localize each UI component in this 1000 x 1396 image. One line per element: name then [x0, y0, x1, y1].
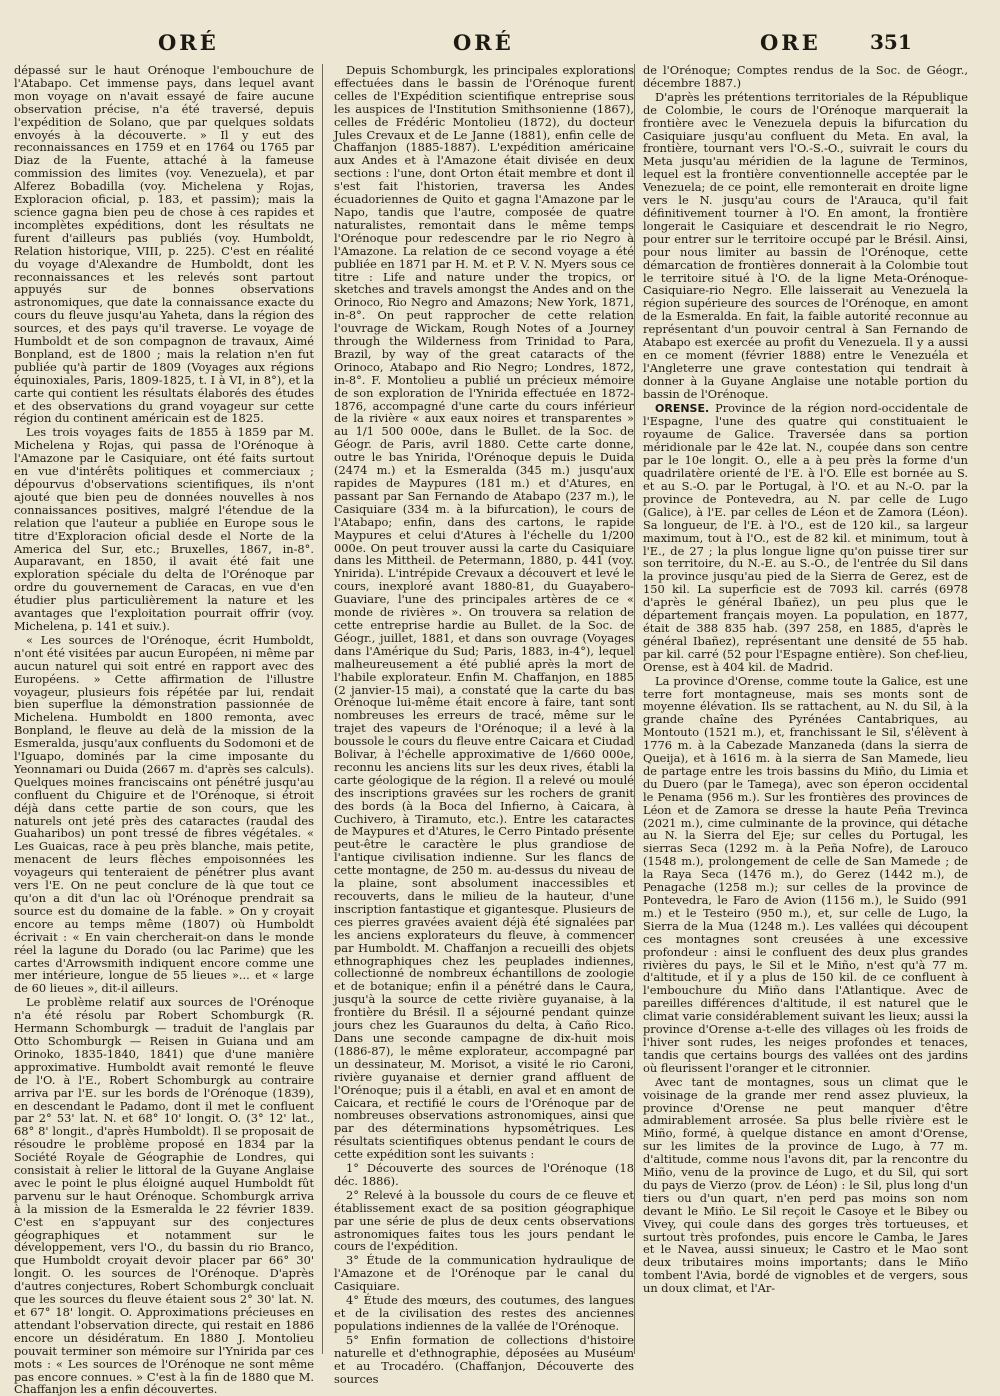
paragraph: de l'Orénoque; Comptes rendus de la Soc. de Géogr., décembre 1887.): [643, 63, 968, 90]
paragraph: 4° Étude des mœurs, des coutumes, des langues et de la civilisation des restes des anciennes populations indiennes de la vallée de l'Orénoque.: [334, 1293, 634, 1333]
header-left-word: ORÉ: [158, 30, 219, 55]
entry-orense: [643, 402, 968, 674]
paragraph: 2° Relevé à la boussole du cours de ce fleuve et établissement exact de sa position géographique par une série de plus de deux cents observations astronomiques faites tous les jours pendant le cours de l'expédition.: [334, 1187, 634, 1254]
paragraph: Le problème relatif aux sources de l'Orénoque n'a été résolu par Robert Schomburgk (R. Hermann Schomburgk — traduit de l'anglais par Otto Schomburgk — Reisen in Guiana und am Orinoko, 1835-1840, 1841) que d'une manière approximative. Humboldt avait remonté le fleuve de l'O. à l'E., Robert Schomburgk au contraire arriva par l'E. sur les bords de l'Orénoque (1839), en descendant le Padamo, dont il met le confluent par 2° 53' lat. N. et 68° 10' longit. O. (3° 12' lat., 68° 8' longit., d'après Humboldt). Il se proposait de résoudre le problème proposé en 1834 par la Société Royale de Géographie de Londres, qui consistait à relier le littoral de la Guyane Anglaise avec le point le plus éloigné auquel Humboldt fût parvenu sur le haut Orénoque. Schomburgk arriva à la mission de la Esmeralda le 22 février 1839. C'est en s'appuyant sur des conjectures géographiques et notamment sur le développement, vers l'O., du bassin du rio Branco, que Humboldt croyait devoir placer par 66° 30' longit. O. les sources de l'Orénoque. D'après d'autres conjectures, Robert Schomburgk concluait que les sources du fleuve étaient sous 2° 30' lat. N. et 67° 18' longit. O. Approximations précieuses en attendant l'observation directe, qui restait en 1886 encore un désidératum. En 1880 J. Montolieu pouvait terminer son mémoire sur l'Ynirida par ces mots : « Les sources de l'Orénoque ne sont même pas encore connues. » C'est à la fin de 1880 que M. Chaffanjon les a enfin découvertes.: [14, 995, 314, 1396]
entry-headword: ORENSE.: [655, 401, 710, 415]
text-column-left: [14, 63, 314, 1396]
paragraph: Avec tant de montagnes, sous un climat que le voisinage de la grande mer rend assez pluvieux, la province d'Orense ne peut manquer d'être admirablement arrosée. Sa plus belle rivière est le Miño, formé, à quelque distance en amont d'Orense, sur les limites de la province de Lugo, à 77 m. d'altitude, comme nous l'avons dit, par la rencontre du Miño, venu de la province de Lugo, et du Sil, qui sort du pays de Vierzo (prov. de Léon) : le Sil, plus long d'un tiers ou d'un quart, n'en perd pas moins son nom devant le Miño. Le Sil reçoit le Casoye et le Bibey ou Vivey, qui coule dans des gorges très tortueuses, et surtout très profondes, puis encore le Camba, le Jares et le Navea, aussi sinueux; le Castro et le Mao sont deux tributaires moins importants; dans le Miño tombent l'Avia, bordé de vignobles et de vergers, sous un doux climat, et l'Ar-: [643, 1074, 968, 1296]
header-right-word: ORE: [760, 30, 821, 55]
paragraph: 1° Découverte des sources de l'Orénoque (18 déc. 1886).: [334, 1161, 634, 1188]
paragraph: 3° Étude de la communication hydraulique de l'Amazone et de l'Orénoque par le canal du Casiquiare.: [334, 1253, 634, 1294]
text-column-middle: [334, 63, 634, 1386]
paragraph: dépassé sur le haut Orénoque l'embouchure de l'Atabapo. Cet immense pays, dans lequel avant mon voyage on n'avait essayé de faire aucune observation précise, n'a été traversé, depuis l'expédition de Solano, que par quelques soldats envoyés à la découverte. » Il y eut des reconnaissances en 1759 et en 1764 ou 1765 par Diaz de la Fuente, attaché à la fameuse commission des limites (voy. Venezuela), et par Alferez Bobadilla (voy. Michelena y Rojas, Exploracion oficial, p. 183, et passim); mais la science gagna bien peu de chose à ces rapides et incomplètes expéditions, dont les résultats ne furent d'ailleurs pas publiés (voy. Humboldt, Relation historique, VIII, p. 225). C'est en réalité du voyage d'Alexandre de Humboldt, dont les reconnaissances et les relevés sont partout appuyés sur de bonnes observations astronomiques, que date la connaissance exacte du cours du fleuve jusqu'au Yaheta, dans la région des sources, et des pays qu'il traverse. Le voyage de Humboldt et de son compagnon de travaux, Aimé Bonpland, est de 1800 ; mais la relation n'en fut publiée qu'à partir de 1809 (Voyages aux régions équinoxiales, Paris, 1809-1825, t. I à VI, in 8°), et la carte qui contient les résultats élaborés des études et des observations du grand voyageur sur cette région du continent américain est de 1825.: [14, 63, 314, 426]
paragraph: La province d'Orense, comme toute la Galice, est une terre fort montagneuse, mais ses monts sont de moyenne élévation. Ils se rattachent, au N. du Sil, à la grande chaîne des Pyrénées Cantabriques, au Montouto (1521 m.), et, franchissant le Sil, s'élèvent à 1776 m. à la Cabezade Manzaneda (dans la sierra de Queija), et à 1616 m. à la sierra de San Mamede, lieu de partage entre les trois bassins du Miño, du Limia et du Duero (par le Tamega), avec son éperon occidental le Penama (956 m.). Sur les frontières des provinces de Léon et de Zamora se dresse la haute Peña Trevinca (2021 m.), cime culminante de la province, qui détache au N. la Sierra del Eje; sur celles du Portugal, les sierras Seca (1292 m. à la Peña Nofre), de Larouco (1548 m.), prolongement de celle de San Mamede ; de la Raya Seca (1476 m.), do Gerez (1442 m.), de Penagache (1258 m.); sur celles de la province de Pontevedra, le Faro de Avion (1156 m.), le Suido (991 m.) et le Testeiro (950 m.), et, sur celle de Lugo, la Sierra de la Mua (1248 m.). Les vallées qui découpent ces montagnes sont creusées à une excessive profondeur : ainsi le confluent des deux plus grandes rivières du pays, le Sil et le Miño, n'est qu'à 77 m. d'altitude, et il y a plus de 150 kil. de ce confluent à l'embouchure du Miño dans l'Atlantique. Avec de pareilles différences d'altitude, il est naturel que le climat varie considérablement suivant les lieux; aussi la province d'Orense a-t-elle des villages où les froids de l'hiver sont rudes, les neiges profondes et tenaces, tandis que certains bourgs des vallées ont des jardins où fleurissent l'oranger et le citronnier.: [643, 673, 968, 1075]
paragraph: 5° Enfin formation de collections d'histoire naturelle et d'ethnographie, déposées au Muséum et au Trocadéro. (Chaffanjon, Découverte des sources: [334, 1332, 634, 1386]
header-center-word: ORÉ: [453, 30, 514, 55]
entry-text: Province de la région nord-occidentale de l'Espagne, l'une des quatre qui constituaient le royaume de Galice. Traversée dans sa portion méridionale par le 42e lat. N., coupée dans son centre par le 10e longit. O., elle a à peu près la forme d'un quadrilatère orienté de l'E. à l'O. Elle est bornée au S. et au S.-O. par le Portugal, à l'O. et au N.-O. par la province de Pontevedra, au N. par celle de Lugo (Galice), à l'E. par celles de Léon et de Zamora (Léon). Sa longueur, de l'E. à l'O., est de 120 kil., sa largeur maximum, tout à l'O., est de 82 kil. et minimum, tout à l'E., de 27 ; la plus longue ligne qu'on puisse tirer sur son territoire, du N.-E. au S.-O., de l'entrée du Sil dans la province jusqu'au pied de la Sierra de Gerez, est de 150 kil. La superficie est de 7093 kil. carrés (6978 d'après le général Ibañez), un peu plus que le département français moyen. La population, en 1877, était de 388 835 hab. (397 258, en 1885, d'après le général Ibañez), représentant une densité de 55 hab. par kil. carré (52 pour l'Espagne entière). Son chef-lieu, Orense, est à 404 kil. de Madrid.: [643, 400, 968, 674]
paragraph: Les trois voyages faits de 1855 à 1859 par M. Michelena y Rojas, qui passa de l'Orénoque à l'Amazone par le Casiquiare, ont été faits surtout en vue d'intérêts politiques et commerciaux ; dépourvus d'observations scientifiques, ils n'ont ajouté que bien peu de données nouvelles à nos connaissances positives, malgré l'étendue de la relation que l'auteur a publiée en Europe sous le titre d'Exploracion oficial desde el Norte de la America del Sur, etc.; Bruxelles, 1867, in-8°. Auparavant, en 1850, il avait été fait une exploration spéciale du delta de l'Orénoque par ordre du gouvernement de Caracas, en vue d'en étudier plus particulièrement la nature et les avantages que l'exploitation pourrait offrir (voy. Michelena, p. 141 et suiv.).: [14, 425, 314, 633]
column-divider: [634, 64, 635, 1354]
page-number: 351: [870, 30, 912, 54]
paragraph: « Les sources de l'Orénoque, écrit Humboldt, n'ont été visitées par aucun Européen, ni même par aucun naturel qui soit entré en rapport avec des Européens. » Cette affirmation de l'illustre voyageur, plusieurs fois répétée par lui, rendait bien superflue la démonstration passionnée de Michelena. Humboldt en 1800 remonta, avec Bonpland, le fleuve au delà de la mission de la Esmeralda, jusqu'aux confluents du Sodomoni et de l'Iguapo, dominés par la cime imposante du Yeonnamari ou Duida (2667 m. d'après ses calculs). Quelques moines franciscains ont pénétré jusqu'au confluent du Chiguire et de l'Orénoque, si étroit déjà dans cette partie de son cours, que les naturels ont jeté près des cataractes (raudal des Guaharibos) un pont tressé de fibres végétales. « Les Guaicas, race à peu près blanche, mais petite, menacent de leurs flèches empoisonnées les voyageurs qui tenteraient de pénétrer plus avant vers l'E. On ne peut conclure de là que tout ce qu'on a dit d'un lac où l'Orénoque prendrait sa source est du domaine de la fable. » On y croyait encore au temps même (1807) où Humboldt écrivait : « En vain chercherait-on dans le monde réel la lagune du Dorado (ou lac Parime) que les cartes d'Arrowsmith indiquent encore comme une mer intérieure, longue de 55 lieues »... et « large de 60 lieues », dit-il ailleurs.: [14, 632, 314, 996]
paragraph: D'après les prétentions territoriales de la République de Colombie, le cours de l'Orénoque marquerait la frontière avec le Venezuela depuis la bifurcation du Casiquiare jusqu'au confluent du Meta. En aval, la frontière, tournant vers l'O.-S.-O., suivrait le cours du Meta jusqu'au méridien de la lagune de Terminos, lequel est la frontière conventionnelle acceptée par le Venezuela; de ce point, elle remonterait en droite ligne vers le N. jusqu'au cours de l'Arauca, qu'il fait définitivement tourner à l'O. En amont, la frontière longerait le Casiquiare et descendrait le rio Negro, pour entrer sur le territoire occupé par le Brésil. Ainsi, pour nous limiter au bassin de l'Orénoque, cette démarcation de frontières donnerait à la Colombie tout le territoire situé à l'O. de la ligne Meta-Orénoque-Casiquiare-rio Negro. Elle laisserait au Venezuela la région supérieure des sources de l'Orénoque, en amont de la Esmeralda. En fait, la faible autorité reconnue au représentant d'un pouvoir central à San Fernando de Atabapo est exercée au profit du Venezuela. Il y a aussi en ce moment (février 1888) entre le Venezuéla et l'Angleterre une grave contestation qui tendrait à donner à la Guyane Anglaise une notable portion du bassin de l'Orénoque.: [643, 89, 968, 401]
paragraph: Depuis Schomburgk, les principales explorations effectuées dans le bassin de l'Orénoque furent celles de l'Expédition scientifique entreprise sous les auspices de l'Institution Smithsonienne (1867), celles de Frédéric Montolieu (1872), du docteur Jules Crevaux et de Le Janne (1881), enfin celle de Chaffanjon (1885-1887). L'expédition américaine aux Andes et à l'Amazone était divisée en deux sections : l'une, dont Orton était membre et dont il s'est fait l'historien, traversa les Andes écuadoriennes de Quito et gagna l'Amazone par le Napo, tandis que l'autre, composée de quatre naturalistes, remontait dans le même temps l'Orénoque pour redescendre par le rio Negro à l'Amazone. La relation de ce second voyage a été publiée en 1871 par H. M. et P. V. N. Myers sous ce titre : Life and nature under the tropics, or sketches and travels amongst the Andes and on the Orinoco, Rio Negro and Amazons; New York, 1871, in-8°. On peut rapprocher de cette relation l'ouvrage de Wickam, Rough Notes of a Journey through the Wilderness from Trinidad to Para, Brazil, by way of the great cataracts of the Orinoco, Atabapo and Rio Negro; Londres, 1872, in-8°. F. Montolieu a publié un précieux mémoire de son exploration de l'Ynirida effectuée en 1872-1876, accompagné d'une carte du cours inférieur de la rivière « aux eaux noires et transparentes » au 1/1 500 000e, dans le Bullet. de la Soc. de Géogr. de Paris, avril 1880. Cette carte donne, outre le bas Ynirida, l'Orénoque depuis le Duida (2474 m.) et la Esmeralda (345 m.) jusqu'aux rapides de Maypures (181 m.) et d'Atures, en passant par San Fernando de Atabapo (237 m.), le Casiquiare (334 m. à la bifurcation), le cours de l'Atabapo; enfin, dans des cartons, le rapide Maypures et celui d'Atures à l'échelle du 1/200 000e. On peut trouver aussi la carte du Casiquiare dans les Mittheil. de Petermann, 1880, p. 441 (voy. Ynirida). L'intrépide Crevaux a découvert et levé le cours, inexploré avant 1880-81, du Guayabero-Guaviare, l'une des principales artères de ce « monde de rivières ». On trouvera sa relation de cette entreprise hardie au Bullet. de la Soc. de Géogr., juillet, 1881, et dans son ouvrage (Voyages dans l'Amérique du Sud; Paris, 1883, in-4°), lequel malheureusement a été publié après la mort de l'habile explorateur. Enfin M. Chaffanjon, en 1885 (2 janvier-15 mai), a constaté que la carte du bas Orénoque lui-même était encore à faire, tant sont nombreuses les erreurs de tracé, même sur le trajet des vapeurs de l'Orénoque; il a levé à la boussole le cours du fleuve entre Caicara et Ciudad Bolivar, à l'échelle approximative de 1/660 000e, reconnu les anciens lits sur les deux rives, établi la carte géologique de la région. Il a relevé ou moulé des inscriptions gravées sur les rochers de granit des bords (à la Boca del Infierno, à Caicara, à Cuchivero, à Tiramuto, etc.). Entre les cataractes de Maypures et d'Atures, le Cerro Pintado présente peut-être le caractère le plus grandiose de l'antique civilisation indienne. Sur les flancs de cette montagne, de 250 m. au-dessus du niveau de la plaine, sont absolument inaccessibles et recouverts, dans le milieu de la hauteur, d'une inscription fantastique et gigantesque. Plusieurs de ces pierres gravées avaient déjà été signalées par les anciens explorateurs du fleuve, à commencer par Humboldt. M. Chaffanjon a recueilli des objets ethnographiques chez les peuplades indiennes, collectionné de nombreux échantillons de zoologie et de botanique; enfin il a pénétré dans le Caura, jusqu'à la source de cette rivière guyanaise, à la frontière du Brésil. Il a séjourné pendant quinze jours chez les Guaraunos du delta, à Caño Rico. Dans une seconde campagne de dix-huit mois (1886-87), le même explorateur, accompagné par un dessinateur, M. Morisot, a visité le rio Caroni, rivière guyanaise et dernier grand affluent de l'Orénoque; puis il a établi, en aval et en amont de Caicara, et rectifié le cours de l'Orénoque par de nombreuses observations astronomiques, ainsi que par des déterminations hypsométriques. Les résultats scientifiques obtenus pendant le cours de cette expédition sont les suivants :: [334, 63, 634, 1162]
running-header: [0, 30, 1000, 66]
text-column-right: [643, 64, 968, 1354]
column-divider: [322, 64, 323, 1354]
